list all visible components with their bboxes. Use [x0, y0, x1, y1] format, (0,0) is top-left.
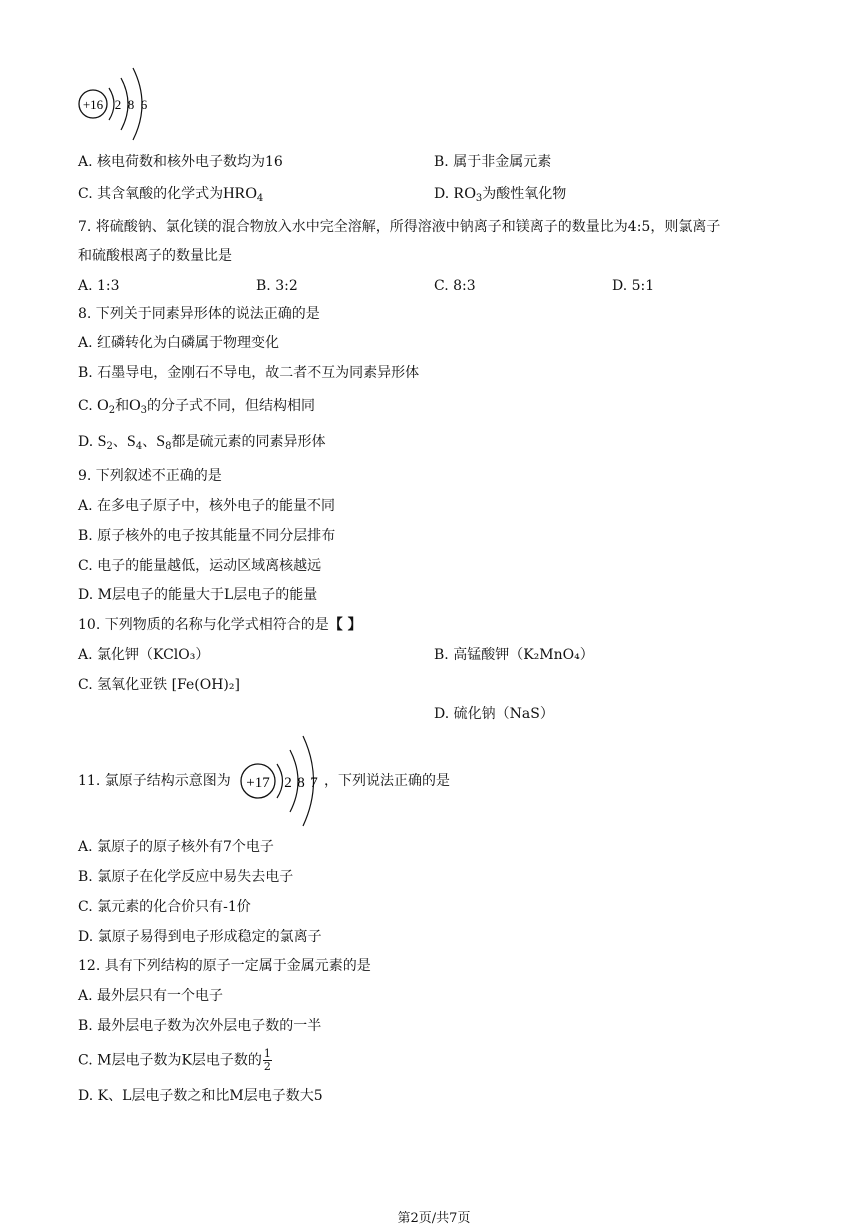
- q11-option-d: D. 氯原子易得到电子形成稳定的氯离子: [78, 929, 322, 945]
- shell-1-count: 2: [114, 97, 122, 112]
- q8-option-a: A. 红磷转化为白磷属于物理变化: [78, 335, 280, 351]
- q10-option-b: B. 高锰酸钾（K₂MnO₄）: [434, 647, 594, 663]
- fraction-one-half: $\frac{1}{2}$: [263, 1047, 271, 1073]
- shell-2-count: 8: [127, 97, 135, 112]
- q9-option-c: C. 电子的能量越低，运动区域离核越远: [78, 558, 322, 574]
- q6-option-b: B. 属于非金属元素: [434, 154, 552, 170]
- q12-option-a: A. 最外层只有一个电子: [78, 988, 224, 1004]
- q8-stem: 8. 下列关于同素异形体的说法正确的是: [78, 306, 320, 322]
- shell-1-count: 2: [284, 775, 292, 791]
- q8-option-c: C. $O_2$和$O_3$的分子式不同，但结构相同: [78, 397, 315, 416]
- q7-option-a: A. 1:3: [78, 278, 120, 294]
- shell-3-count: 6: [140, 97, 148, 112]
- q6-option-c: C. 其含氧酸的化学式为$HRO_4$: [78, 185, 264, 204]
- q11-option-c: C. 氯元素的化合价只有-1价: [78, 899, 251, 915]
- q9-stem: 9. 下列叙述不正确的是: [78, 468, 222, 484]
- chlorine-atom-diagram: [238, 734, 324, 828]
- q8-option-b: B. 石墨导电，金刚石不导电，故二者不互为同素异形体: [78, 365, 420, 381]
- q11-stem-suffix: ，下列说法正确的是: [324, 773, 450, 789]
- q10-option-c: C. 氢氧化亚铁 [Fe(OH)₂]: [78, 677, 240, 693]
- q11-option-b: B. 氯原子在化学反应中易失去电子: [78, 869, 294, 885]
- q12-option-c: C. M层电子数为K层电子数的 $\frac{1}{2}$: [78, 1047, 271, 1073]
- shell-2-count: 8: [297, 775, 305, 791]
- q7-stem-line1: 7. 将硫酸钠、氯化镁的混合物放入水中完全溶解，所得溶液中钠离子和镁离子的数量比为4:5，则氯离子: [78, 219, 721, 235]
- q9-option-d: D. M层电子的能量大于L层电子的能量: [78, 587, 318, 603]
- q7-stem-line2: 和硫酸根离子的数量比是: [78, 248, 232, 264]
- q10-option-a: A. 氯化钾（KClO₃）: [78, 647, 210, 663]
- q7-option-c: C. 8:3: [434, 278, 476, 294]
- page-number-footer: 第2页/共7页: [397, 1211, 471, 1226]
- q12-stem: 12. 具有下列结构的原子一定属于金属元素的是: [78, 958, 371, 974]
- q12-option-d: D. K、L层电子数之和比M层电子数大5: [78, 1088, 323, 1104]
- q10-stem: 10. 下列物质的名称与化学式相符合的是【 】: [78, 617, 362, 633]
- q12-option-b: B. 最外层电子数为次外层电子数的一半: [78, 1018, 322, 1034]
- q6-option-d: D. $RO_3$为酸性氧化物: [434, 185, 567, 204]
- q10-option-d: D. 硫化钠（NaS）: [434, 706, 554, 722]
- q11-stem-prefix: 11. 氯原子结构示意图为: [78, 773, 231, 789]
- q9-option-b: B. 原子核外的电子按其能量不同分层排布: [78, 528, 336, 544]
- shell-3-count: 7: [310, 775, 318, 791]
- nucleus-charge: +17: [246, 775, 270, 791]
- q8-option-d: D. $S_2$、$S_4$、$S_8$都是硫元素的同素异形体: [78, 433, 326, 452]
- q6-option-a: A. 核电荷数和核外电子数均为16: [78, 154, 283, 170]
- nucleus-charge: +16: [82, 97, 104, 112]
- q7-option-d: D. 5:1: [612, 278, 655, 294]
- sulfur-atom-diagram: [76, 66, 166, 142]
- q11-option-a: A. 氯原子的原子核外有7个电子: [78, 839, 274, 855]
- answer-bracket: 【 】: [328, 617, 362, 633]
- q7-option-b: B. 3:2: [256, 278, 298, 294]
- q9-option-a: A. 在多电子原子中，核外电子的能量不同: [78, 498, 336, 514]
